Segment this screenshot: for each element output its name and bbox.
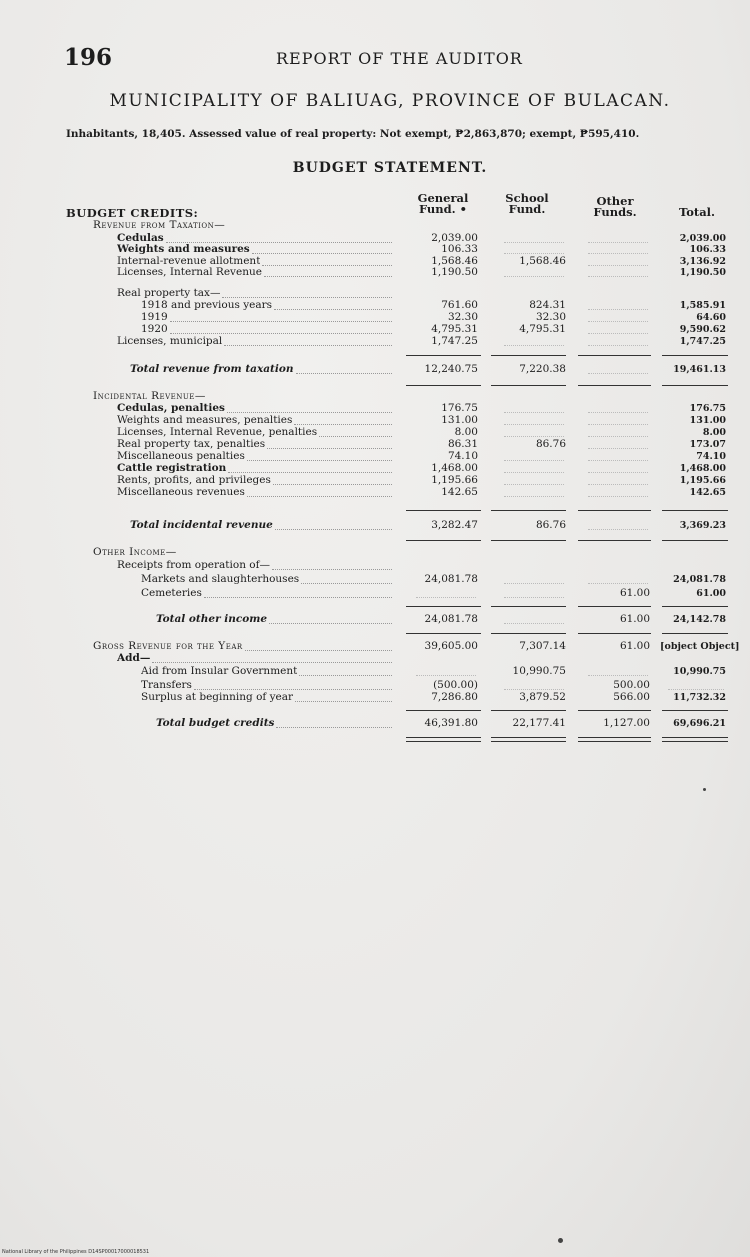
dot-leader <box>224 345 392 346</box>
table-row <box>0 680 750 691</box>
table-row <box>0 666 750 677</box>
empty-cell-leader <box>504 412 564 413</box>
section-rule <box>662 385 728 386</box>
footer-attribution: National Library of the Philippines D14SP00017000018531 <box>2 1249 150 1255</box>
row-label: Surplus at beginning of year <box>141 692 294 703</box>
general-fund-value: 74.10 <box>447 450 478 462</box>
total-value: 3,369.23 <box>679 520 726 531</box>
total-value: 1,190.50 <box>679 267 726 278</box>
school-fund-header <box>496 193 558 215</box>
row-label: Rents, profits, and privileges <box>117 475 271 486</box>
empty-cell-leader <box>588 436 648 437</box>
gross-revenue-row <box>0 641 750 652</box>
empty-cell-leader <box>588 412 648 413</box>
dot-leader <box>227 412 392 413</box>
general-fund-value: 12,240.75 <box>424 363 478 375</box>
row-label: Miscellaneous revenues <box>117 487 245 498</box>
subtotal-rule <box>406 355 481 356</box>
subtotal-rule <box>578 710 651 711</box>
empty-cell-leader <box>668 689 724 690</box>
row-label: Licenses, Internal Revenue <box>117 267 262 278</box>
dot-leader <box>276 727 392 728</box>
total-value: 1,468.00 <box>679 463 726 474</box>
empty-cell-leader <box>588 373 648 374</box>
table-row <box>0 256 750 267</box>
table-row <box>0 336 750 347</box>
general-fund-value: 1,468.00 <box>431 462 478 474</box>
school-fund-value: 86.76 <box>535 438 566 450</box>
empty-cell-leader <box>504 484 564 485</box>
school-fund-value: 7,307.14 <box>519 640 566 652</box>
dot-leader <box>247 496 392 497</box>
dot-leader <box>222 297 392 298</box>
total-value: [object Object] <box>660 641 740 652</box>
table-row <box>0 451 750 462</box>
empty-cell-leader <box>588 276 648 277</box>
total-row <box>0 614 750 625</box>
table-row <box>0 312 750 323</box>
total-value: 24,142.78 <box>673 614 726 625</box>
empty-cell-leader <box>504 276 564 277</box>
section-rule <box>491 385 566 386</box>
empty-cell-leader <box>416 675 476 676</box>
general-fund-value: 1,190.50 <box>431 266 478 278</box>
general-fund-header-line2: Fund. • <box>418 202 468 216</box>
empty-cell-leader <box>588 253 648 254</box>
total-label: Total budget credits <box>156 718 275 729</box>
total-value: 8.00 <box>702 427 726 438</box>
table-row <box>0 233 750 244</box>
section-rule <box>491 633 566 634</box>
inhabitants-line: Inhabitants, 18,405. Assessed value of real property: Not exempt, ₱2,863,870; exempt, ₱595,410. <box>66 128 640 140</box>
empty-cell-leader <box>504 253 564 254</box>
empty-cell-leader <box>588 345 648 346</box>
empty-cell-leader <box>588 460 648 461</box>
dot-leader <box>319 436 392 437</box>
subtotal-rule <box>578 355 651 356</box>
row-label: Receipts from operation of— <box>117 560 271 571</box>
dot-leader <box>294 424 392 425</box>
row-label: Cedulas, penalties <box>117 403 225 414</box>
section-rule <box>578 633 651 634</box>
general-fund-value: 46,391.80 <box>424 717 478 729</box>
empty-cell-leader <box>504 623 564 624</box>
row-label: Real property tax— <box>117 288 221 299</box>
add-label: Add— <box>117 653 151 664</box>
general-fund-value: 176.75 <box>441 402 478 414</box>
dot-leader <box>170 321 392 322</box>
school-fund-value: 3,879.52 <box>519 691 566 703</box>
other-funds-value: 61.00 <box>619 640 650 652</box>
table-row <box>0 324 750 335</box>
row-label: Weights and measures <box>117 244 250 255</box>
empty-cell-leader <box>588 242 648 243</box>
total-row <box>0 520 750 531</box>
table-row <box>0 574 750 585</box>
total-value: 131.00 <box>689 415 726 426</box>
row-label: 1918 and previous years <box>141 300 273 311</box>
general-fund-value: 131.00 <box>441 414 478 426</box>
school-fund-header-line1: School <box>505 191 549 205</box>
dot-leader <box>170 333 392 334</box>
total-value: 1,747.25 <box>679 336 726 347</box>
total-value: 1,195.66 <box>679 475 726 486</box>
subtotal-rule <box>491 606 566 607</box>
total-label: Total revenue from taxation <box>130 364 294 375</box>
dot-leader <box>228 472 392 473</box>
empty-cell-leader <box>588 529 648 530</box>
row-label: Weights and measures, penalties <box>117 415 293 426</box>
grand-total-row <box>0 718 750 729</box>
dot-leader <box>247 460 392 461</box>
total-value: 61.00 <box>696 588 726 599</box>
dot-leader <box>204 597 392 598</box>
school-fund-value: 32.30 <box>535 311 566 323</box>
general-fund-value: 1,568.46 <box>431 255 478 267</box>
section-heading-taxation: Revenue from Taxation— <box>93 219 226 231</box>
empty-cell-leader <box>588 424 648 425</box>
dot-leader <box>262 265 392 266</box>
subtotal-rule <box>662 606 728 607</box>
general-fund-value: 1,195.66 <box>431 474 478 486</box>
section-rule <box>662 633 728 634</box>
row-label: Markets and slaughterhouses <box>141 574 300 585</box>
double-rule <box>491 737 566 742</box>
total-value: 142.65 <box>689 487 726 498</box>
gross-revenue-label: Gross Revenue for the Year <box>93 641 243 652</box>
section-heading-other-income: Other Income— <box>93 546 177 558</box>
row-label: Cemeteries <box>141 588 202 599</box>
total-header <box>668 207 726 218</box>
dot-leader <box>272 569 392 570</box>
dot-leader <box>295 701 392 702</box>
empty-cell-leader <box>504 472 564 473</box>
table-row <box>0 427 750 438</box>
dot-leader <box>301 583 392 584</box>
general-fund-value: 39,605.00 <box>424 640 478 652</box>
other-funds-header-line1: Other <box>596 194 634 208</box>
dot-leader <box>296 373 392 374</box>
ink-speck <box>703 788 706 791</box>
total-label: Total incidental revenue <box>130 520 273 531</box>
other-funds-value: 1,127.00 <box>603 717 650 729</box>
section-rule <box>578 540 651 541</box>
school-fund-value: 824.31 <box>529 299 566 311</box>
general-fund-value: (500.00) <box>433 679 478 691</box>
total-label: Total other income <box>156 614 268 625</box>
general-fund-value: 142.65 <box>441 486 478 498</box>
subtotal-rule <box>662 355 728 356</box>
school-fund-value: 10,990.75 <box>512 665 566 677</box>
dot-leader <box>269 623 392 624</box>
general-fund-value: 8.00 <box>454 426 478 438</box>
general-fund-value: 2,039.00 <box>431 232 478 244</box>
row-label: 1919 <box>141 312 168 323</box>
empty-cell-leader <box>588 448 648 449</box>
dot-leader <box>275 529 392 530</box>
row-label: Miscellaneous penalties <box>117 451 245 462</box>
table-row <box>0 288 750 299</box>
row-label: 1920 <box>141 324 168 335</box>
subtotal-rule <box>662 710 728 711</box>
empty-cell-leader <box>504 242 564 243</box>
table-row <box>0 487 750 498</box>
empty-cell-leader <box>504 689 564 690</box>
empty-cell-leader <box>504 436 564 437</box>
subtotal-rule <box>491 355 566 356</box>
row-label: Aid from Insular Government <box>141 666 298 677</box>
ink-speck <box>558 1238 563 1243</box>
empty-cell-leader <box>504 424 564 425</box>
total-value: 173.07 <box>689 439 726 450</box>
subtotal-rule <box>406 606 481 607</box>
subtotal-rule <box>578 606 651 607</box>
row-label: Cedulas <box>117 233 164 244</box>
total-value: 106.33 <box>689 244 726 255</box>
total-row <box>0 364 750 375</box>
running-title: REPORT OF THE AUDITOR <box>276 49 523 68</box>
subtotal-rule <box>491 510 566 511</box>
school-fund-header-line2: Fund. <box>508 202 546 216</box>
dot-leader <box>274 309 392 310</box>
empty-cell-leader <box>588 496 648 497</box>
table-row <box>0 475 750 486</box>
double-rule <box>662 737 728 742</box>
dot-leader <box>267 448 392 449</box>
table-row <box>0 244 750 255</box>
general-fund-header-line1: General <box>417 191 469 205</box>
row-label: Internal-revenue allotment <box>117 256 261 267</box>
subheading-row <box>0 560 750 571</box>
dot-leader <box>194 689 392 690</box>
general-fund-value: 1,747.25 <box>431 335 478 347</box>
empty-cell-leader <box>504 496 564 497</box>
total-value: 64.60 <box>696 312 726 323</box>
empty-cell-leader <box>588 583 648 584</box>
subtotal-rule <box>406 710 481 711</box>
empty-cell-leader <box>588 472 648 473</box>
section-rule <box>578 385 651 386</box>
total-value: 2,039.00 <box>679 233 726 244</box>
total-value: 24,081.78 <box>673 574 726 585</box>
empty-cell-leader <box>504 345 564 346</box>
general-fund-value: 761.60 <box>441 299 478 311</box>
section-rule <box>662 540 728 541</box>
page-number: 196 <box>64 44 113 71</box>
empty-cell-leader <box>588 321 648 322</box>
section-rule <box>406 385 481 386</box>
dot-leader <box>273 484 392 485</box>
empty-cell-leader <box>504 460 564 461</box>
general-fund-value: 7,286.80 <box>431 691 478 703</box>
dot-leader <box>166 242 392 243</box>
empty-cell-leader <box>588 484 648 485</box>
school-fund-value: 4,795.31 <box>519 323 566 335</box>
row-label: Real property tax, penalties <box>117 439 266 450</box>
total-value: 74.10 <box>696 451 726 462</box>
other-funds-value: 566.00 <box>613 691 650 703</box>
general-fund-value: 86.31 <box>447 438 478 450</box>
other-funds-value: 500.00 <box>613 679 650 691</box>
total-header-label: Total. <box>678 205 716 219</box>
subtotal-rule <box>406 510 481 511</box>
empty-cell-leader <box>588 309 648 310</box>
school-fund-value: 1,568.46 <box>519 255 566 267</box>
dot-leader <box>299 675 392 676</box>
row-label: Transfers <box>141 680 192 691</box>
table-row <box>0 463 750 474</box>
total-value: 3,136.92 <box>679 256 726 267</box>
school-fund-value: 22,177.41 <box>512 717 566 729</box>
general-fund-value: 32.30 <box>447 311 478 323</box>
subtotal-rule <box>578 510 651 511</box>
table-row <box>0 588 750 599</box>
general-fund-value: 106.33 <box>441 243 478 255</box>
general-fund-header <box>408 193 478 215</box>
statement-title: BUDGET STATEMENT. <box>292 160 488 176</box>
total-value: 19,461.13 <box>673 364 726 375</box>
table-row <box>0 300 750 311</box>
empty-cell-leader <box>588 265 648 266</box>
total-value: 176.75 <box>689 403 726 414</box>
table-row <box>0 439 750 450</box>
table-row <box>0 267 750 278</box>
total-value: 10,990.75 <box>673 666 726 677</box>
row-label: Licenses, municipal <box>117 336 223 347</box>
dot-leader <box>252 253 392 254</box>
section-rule <box>491 540 566 541</box>
general-fund-value: 3,282.47 <box>431 519 478 531</box>
empty-cell-leader <box>588 333 648 334</box>
general-fund-value: 24,081.78 <box>424 573 478 585</box>
empty-cell-leader <box>504 597 564 598</box>
empty-cell-leader <box>416 597 476 598</box>
total-value: 9,590.62 <box>679 324 726 335</box>
general-fund-value: 24,081.78 <box>424 613 478 625</box>
other-funds-value: 61.00 <box>619 587 650 599</box>
school-fund-value: 86.76 <box>535 519 566 531</box>
dot-leader <box>245 650 392 651</box>
double-rule <box>578 737 651 742</box>
add-row <box>0 653 750 664</box>
row-label: Cattle registration <box>117 463 227 474</box>
table-row <box>0 692 750 703</box>
section-rule <box>406 633 481 634</box>
budget-credits-heading: BUDGET CREDITS: <box>66 206 199 220</box>
empty-cell-leader <box>504 583 564 584</box>
subtotal-rule <box>662 510 728 511</box>
row-label: Licenses, Internal Revenue, penalties <box>117 427 318 438</box>
page-header <box>0 44 750 74</box>
section-heading-incidental: Incidental Revenue— <box>93 390 206 402</box>
other-funds-header-line2: Funds. <box>593 205 637 219</box>
total-value: 1,585.91 <box>679 300 726 311</box>
municipality-title: MUNICIPALITY OF BALIUAG, PROVINCE OF BULACAN. <box>109 91 671 111</box>
school-fund-value: 7,220.38 <box>519 363 566 375</box>
total-value: 11,732.32 <box>673 692 726 703</box>
empty-cell-leader <box>588 675 648 676</box>
other-funds-value: 61.00 <box>619 613 650 625</box>
table-row <box>0 415 750 426</box>
other-funds-header <box>580 196 650 218</box>
table-row <box>0 403 750 414</box>
dot-leader <box>152 662 392 663</box>
general-fund-value: 4,795.31 <box>431 323 478 335</box>
subtotal-rule <box>491 710 566 711</box>
dot-leader <box>264 276 392 277</box>
total-value: 69,696.21 <box>673 718 726 729</box>
section-rule <box>406 540 481 541</box>
double-rule <box>406 737 481 742</box>
